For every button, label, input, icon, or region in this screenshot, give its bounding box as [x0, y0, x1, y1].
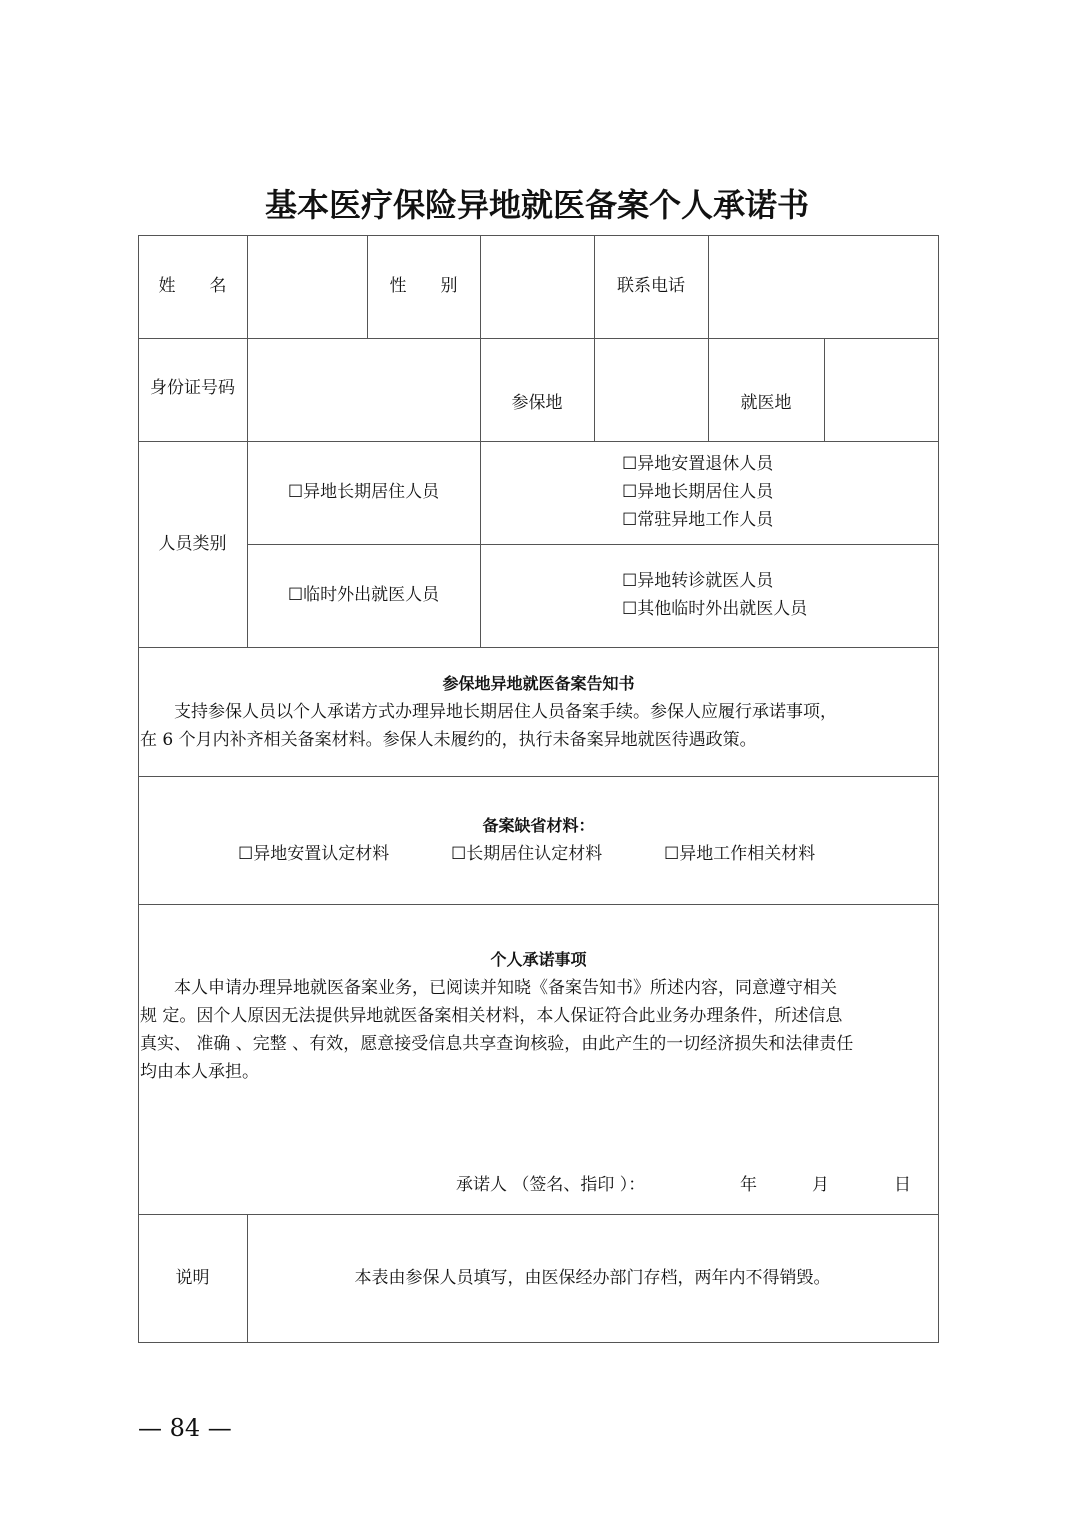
commitment-line: 均由本人承担。: [140, 1062, 259, 1082]
page-number: — 84 —: [138, 1414, 232, 1442]
resettlement-material-checkbox[interactable]: ☐异地安置认定材料: [238, 844, 390, 864]
notice-heading: 参保地异地就医备案告知书: [442, 674, 635, 693]
table-border-left: [138, 235, 139, 1343]
col-divider-phone: [594, 235, 595, 442]
remark-text: 本表由参保人员填写，由医保经办部门存档，两年内不得销毁。: [354, 1268, 831, 1288]
signer-label: 承诺人 （签名、指印 ）：: [456, 1175, 646, 1195]
category-label: 人员类别: [158, 534, 227, 554]
col-divider-medical-place: [824, 338, 825, 442]
row-divider-4: [138, 776, 939, 777]
table-border-bottom: [138, 1342, 939, 1343]
date-month-label: 月: [812, 1175, 829, 1195]
insured-place-label: 参保地: [511, 393, 563, 413]
residence-material-checkbox[interactable]: ☐长期居住认定材料: [451, 844, 603, 864]
other-temporary-checkbox[interactable]: ☐其他临时外出就医人员: [622, 599, 808, 619]
date-day-label: 日: [894, 1175, 911, 1195]
remark-label: 说明: [175, 1268, 210, 1288]
notice-body: [140, 698, 837, 754]
commitment-heading: 个人承诺事项: [490, 950, 587, 969]
row-divider-2: [138, 441, 939, 442]
table-border-right: [938, 235, 939, 1343]
commitment-body: [140, 974, 853, 1086]
notice-line: 在 6 个月内补齐相关备案材料。参保人未履约的，执行未备案异地就医待遇政策。: [140, 730, 757, 750]
row-divider-5: [138, 904, 939, 905]
date-year-label: 年: [740, 1175, 757, 1195]
commitment-line: 规 定。因个人原因无法提供异地就医备案相关材料，本人保证符合此业务办理条件，所述信息: [140, 1006, 843, 1026]
temporary-checkbox[interactable]: ☐临时外出就医人员: [287, 585, 440, 605]
work-material-checkbox[interactable]: ☐异地工作相关材料: [664, 844, 816, 864]
id-number-label: 身份证号码: [150, 378, 235, 398]
commitment-line: 本人申请办理异地就医备案业务，已阅读并知晓《备案告知书》所述内容，同意遵守相关: [140, 978, 837, 998]
name-label: 姓 名: [158, 276, 227, 296]
medical-place-label: 就医地: [740, 393, 792, 413]
row-divider-3: [138, 647, 939, 648]
referral-checkbox[interactable]: ☐异地转诊就医人员: [622, 571, 774, 591]
form-title: 基本医疗保险异地就医备案个人承诺书: [264, 186, 809, 224]
row-divider-6: [138, 1214, 939, 1215]
long-term-resident-checkbox[interactable]: ☐异地长期居住人员: [622, 482, 774, 502]
phone-label: 联系电话: [617, 276, 685, 296]
col-divider-mid: [480, 235, 481, 648]
commitment-line: 真实、 准确 、完整 、有效，愿意接受信息共享查询核验，由此产生的一切经济损失和法律责任: [140, 1034, 854, 1054]
retired-checkbox[interactable]: ☐异地安置退休人员: [622, 454, 774, 474]
missing-materials-heading: 备案缺省材料：: [482, 816, 595, 835]
notice-line: 支持参保人员以个人承诺方式办理异地长期居住人员备案手续。参保人应履行承诺事项，: [140, 702, 837, 722]
gender-label: 性 别: [389, 276, 458, 296]
table-border-top: [138, 235, 939, 236]
row-divider-1: [138, 338, 939, 339]
category-divider: [247, 544, 939, 545]
resident-worker-checkbox[interactable]: ☐常驻异地工作人员: [622, 510, 774, 530]
long-term-checkbox[interactable]: ☐异地长期居住人员: [287, 482, 440, 502]
